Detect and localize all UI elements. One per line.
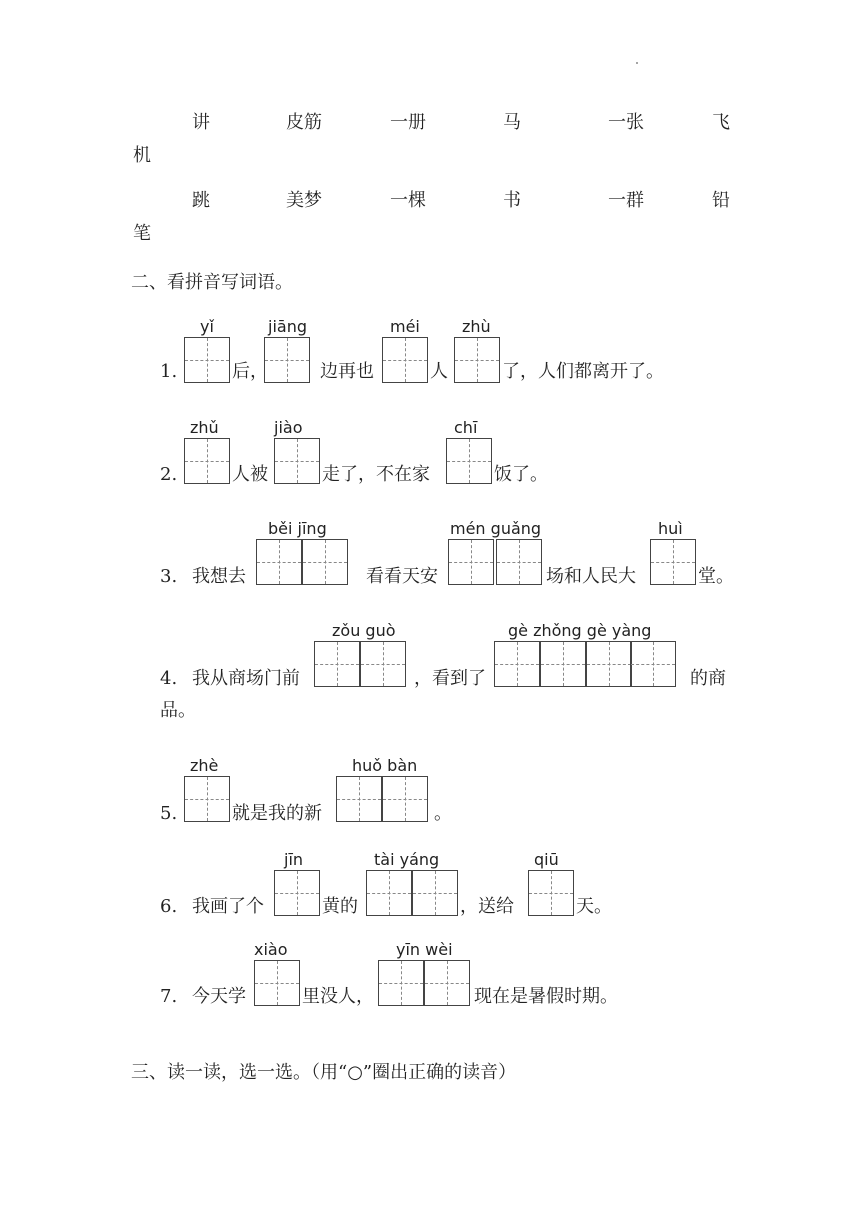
word: 美梦 [286,190,322,211]
text: 了，人们都离开了。 [502,361,664,382]
question-number: 2. [160,464,178,485]
pinyin: běi jīng [268,519,327,538]
question-number: 4. [160,668,178,689]
question-number: 1. [160,361,178,382]
pinyin: huǒ bàn [352,756,418,775]
writing-box[interactable] [528,870,574,916]
text: 现在是暑假时期。 [474,986,618,1007]
text: 黄的 [322,896,358,917]
pinyin: zǒu guò [332,621,396,640]
word: 讲 [192,112,210,133]
question-number: 6. [160,896,178,917]
writing-box[interactable] [378,960,424,1006]
pinyin: jiào [274,418,303,437]
writing-box[interactable] [366,870,412,916]
text: 看看天安 [366,566,438,587]
pinyin: jīn [284,850,304,869]
writing-box[interactable] [412,870,458,916]
writing-box[interactable] [630,641,676,687]
pinyin: zhè [190,756,219,775]
word: 机 [133,145,151,166]
word: 笔 [133,223,151,244]
writing-box[interactable] [494,641,540,687]
writing-box[interactable] [382,337,428,383]
question-number: 5. [160,803,178,824]
writing-box[interactable] [184,776,230,822]
text: 天。 [576,896,612,917]
writing-box[interactable] [314,641,360,687]
text: 的商 [690,668,726,689]
writing-box[interactable] [360,641,406,687]
writing-box[interactable] [496,539,542,585]
pinyin: zhǔ [190,418,219,437]
word: 一张 [608,112,644,133]
text: 饭了。 [494,464,548,485]
writing-box[interactable] [254,960,300,1006]
pinyin: gè zhǒng gè yàng [508,621,652,640]
writing-box[interactable] [274,438,320,484]
writing-box[interactable] [184,438,230,484]
text: ，送给 [460,896,514,917]
pinyin: huì [658,519,683,538]
section-3-title: 三、读一读，选一选。（用“○”圈出正确的读音） [131,1062,517,1083]
text: 。 [434,803,452,824]
writing-box[interactable] [264,337,310,383]
text: 场和人民大 [546,566,636,587]
writing-box[interactable] [454,337,500,383]
word: 飞 [712,112,730,133]
pinyin: qiū [534,850,559,869]
word: 书 [503,190,521,211]
text: 人被 [232,464,268,485]
word: 跳 [192,190,210,211]
text: 今天学 [192,986,246,1007]
text: 走了，不在家 [322,464,430,485]
writing-box[interactable] [424,960,470,1006]
pinyin: méi [390,317,420,336]
question-number: 3. [160,566,178,587]
word: 一群 [608,190,644,211]
writing-box[interactable] [446,438,492,484]
text: 边再也 [320,361,374,382]
writing-box[interactable] [586,641,632,687]
text: 后， [232,361,268,382]
question-number: 7. [160,986,178,1007]
writing-box[interactable] [336,776,382,822]
page-dot [636,62,638,64]
pinyin: yǐ [200,317,214,336]
text: 我想去 [192,566,246,587]
section-2-title: 二、看拼音写词语。 [131,272,293,293]
writing-box[interactable] [274,870,320,916]
pinyin: xiào [254,940,288,959]
pinyin: mén guǎng [450,519,542,538]
word: 一册 [390,112,426,133]
pinyin: zhù [462,317,491,336]
text: 里没人， [302,986,374,1007]
writing-box[interactable] [184,337,230,383]
pinyin: chī [454,418,478,437]
word: 皮筋 [286,112,322,133]
text: 我从商场门前 [192,668,300,689]
pinyin: yīn wèi [396,940,453,959]
text: 人 [430,361,448,382]
text: 堂。 [698,566,734,587]
text: ，看到了 [414,668,486,689]
writing-box[interactable] [382,776,428,822]
text: 我画了个 [192,896,264,917]
writing-box[interactable] [256,539,302,585]
word: 铅 [712,190,730,211]
writing-box[interactable] [302,539,348,585]
writing-box[interactable] [448,539,494,585]
text: 品。 [160,700,196,721]
pinyin: jiāng [268,317,307,336]
pinyin: tài yáng [374,850,440,869]
text: 就是我的新 [232,803,322,824]
word: 一棵 [390,190,426,211]
writing-box[interactable] [650,539,696,585]
writing-box[interactable] [540,641,586,687]
word: 马 [503,112,521,133]
